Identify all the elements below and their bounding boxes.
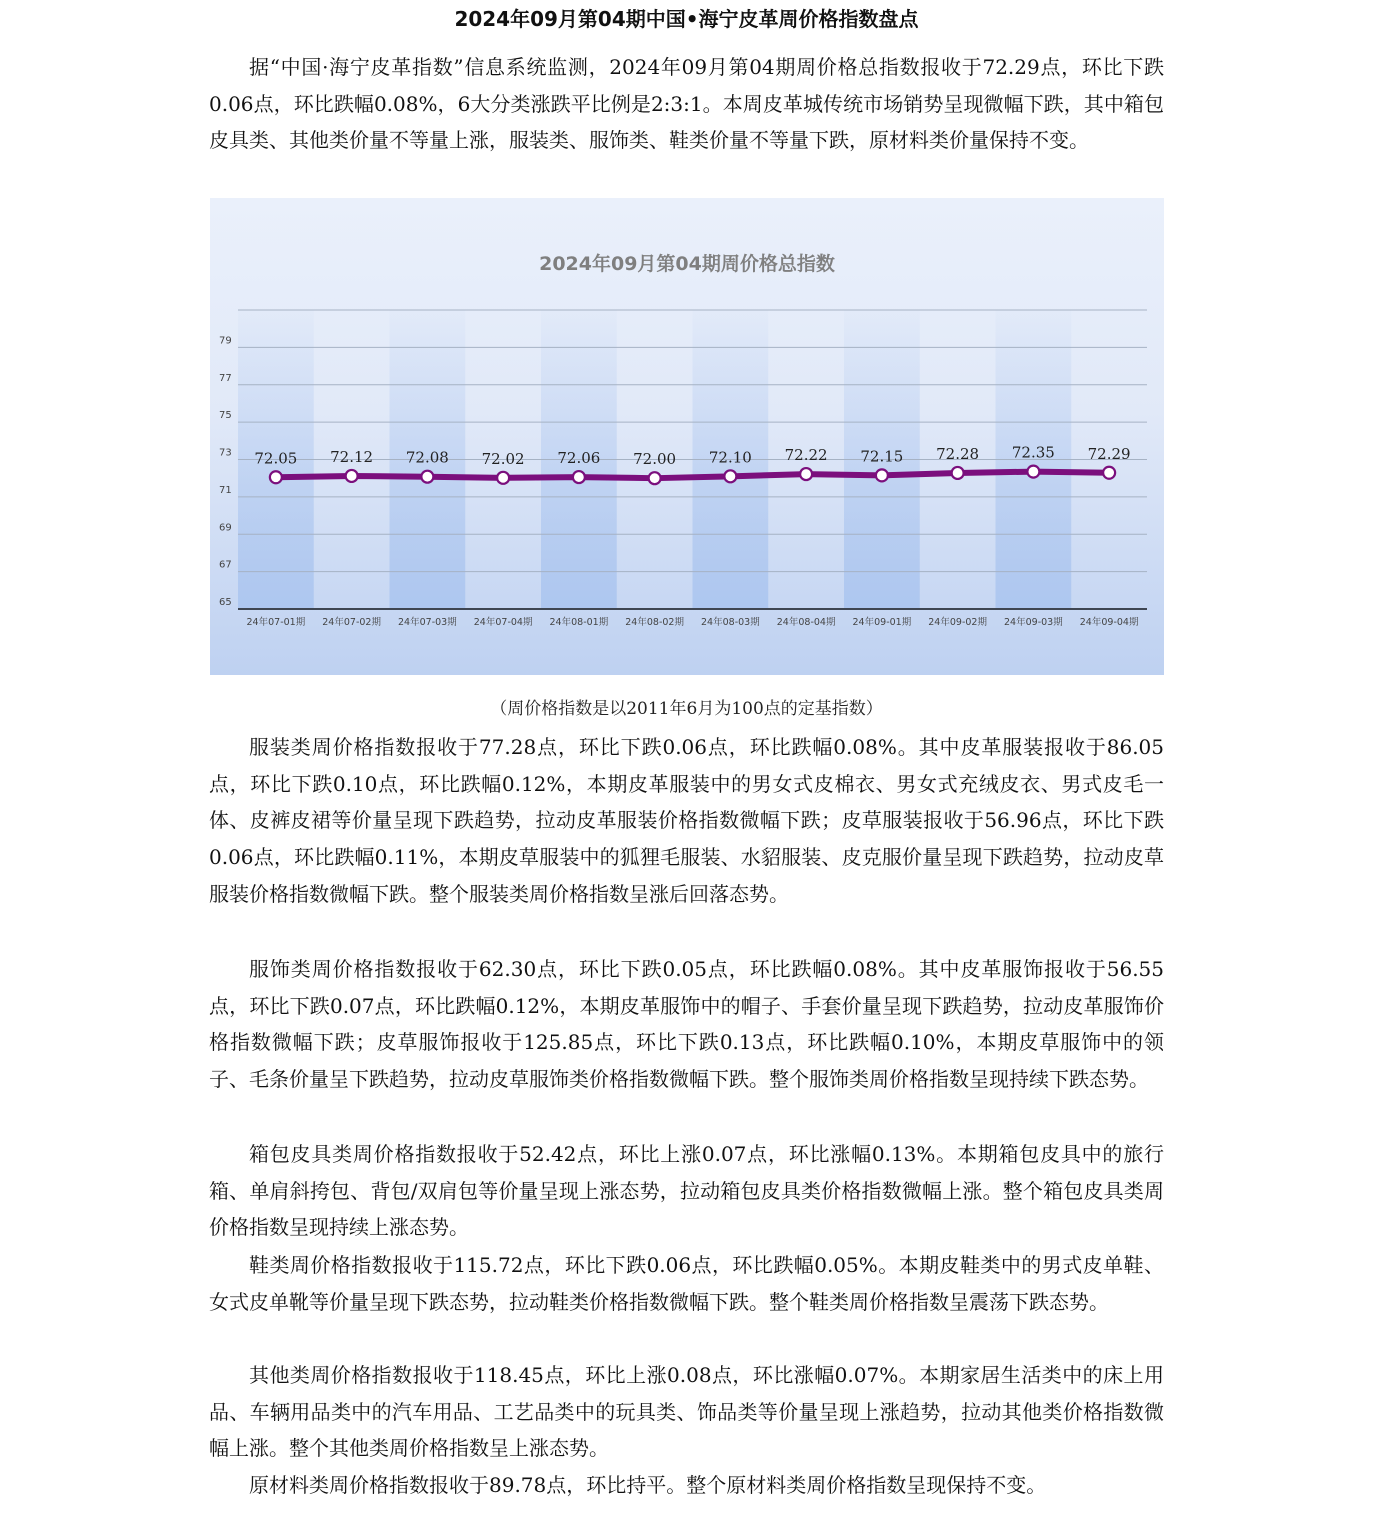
data-point [346,470,358,482]
y-tick-label: 71 [219,484,232,496]
x-tick-label: 24年08-03期 [701,617,760,628]
x-tick-label: 24年07-03期 [398,617,457,628]
y-tick-label: 69 [219,522,232,534]
data-point [1103,467,1115,479]
data-label: 72.08 [405,448,449,467]
x-tick-label: 24年09-03期 [1004,617,1063,628]
page-title: 2024年09月第04期中国•海宁皮革周价格指数盘点 [454,7,919,31]
data-label: 72.22 [784,446,828,465]
chart-title: 2024年09月第04期周价格总指数 [539,253,835,275]
paragraph-raw-materials: 原材料类周价格指数报收于89.78点，环比持平。整个原材料类周价格指数呈现保持不变。 [249,1473,1047,1497]
data-point [1027,466,1039,478]
y-axis-ticks [219,335,232,608]
data-point [270,471,282,483]
y-tick-label: 73 [219,447,232,459]
paragraph-bags: 箱包皮具类周价格指数报收于52.42点，环比上涨0.07点，环比涨幅0.13%。本期箱包皮具中的旅行箱、单肩斜挎包、背包/双肩包等价量呈现上涨态势，拉动箱包皮具类价格指数微幅上涨。整个箱包皮具类周价格指数呈现持续上涨态势。 [209,1142,1164,1240]
paragraph-shoes: 鞋类周价格指数报收于115.72点，环比下跌0.06点，环比跌幅0.05%。本期皮鞋类中的男式皮单鞋、女式皮单靴等价量呈现下跌态势，拉动鞋类价格指数微幅下跌。整个鞋类周价格指数呈震荡下跌态势。 [209,1253,1164,1314]
data-label: 72.00 [633,450,677,469]
data-label: 72.06 [557,449,601,468]
x-tick-label: 24年08-04期 [776,617,836,628]
x-tick-label: 24年07-04期 [473,617,533,628]
x-axis-ticks [247,616,1139,628]
x-tick-label: 24年09-01期 [852,617,912,628]
chart-caption: （周价格指数是以2011年6月为100点的定基指数） [490,699,883,719]
paragraph-accessories: 服饰类周价格指数报收于62.30点，环比下跌0.05点，环比跌幅0.08%。其中皮革服饰报收于56.55点，环比下跌0.07点，环比跌幅0.12%，本期皮革服饰中的帽子、手套价量呈现下跌趋势，拉动皮革服饰价格指数微幅下跌；皮草服饰报收于125.85点，环比下跌0.13点，环比跌幅0.10%，本期皮草服饰中的领子、毛条价量呈下跌趋势，拉动皮草服饰类价格指数微幅下跌。整个服饰类周价格指数呈现持续下跌态势。 [209,957,1164,1092]
x-tick-label: 24年07-01期 [246,617,306,628]
data-label: 72.28 [936,444,980,463]
y-tick-label: 67 [219,559,232,571]
x-tick-label: 24年09-04期 [1079,617,1139,628]
data-point [876,469,888,481]
data-point [724,470,736,482]
data-point [497,472,509,484]
data-label: 72.02 [481,449,525,468]
y-tick-label: 79 [219,335,232,347]
x-tick-label: 24年09-02期 [928,617,987,628]
y-tick-label: 75 [219,410,232,422]
chart-svg [210,198,1164,675]
data-label: 72.12 [330,447,374,466]
data-label: 72.29 [1087,444,1131,463]
y-tick-label: 77 [219,372,232,384]
data-label: 72.15 [860,447,904,466]
data-point [573,471,585,483]
data-point [421,471,433,483]
paragraph-apparel: 服装类周价格指数报收于77.28点，环比下跌0.06点，环比跌幅0.08%。其中皮革服装报收于86.05点，环比下跌0.10点，环比跌幅0.12%，本期皮革服装中的男女式皮棉衣、男女式充绒皮衣、男式皮毛一体、皮裤皮裙等价量呈现下跌趋势，拉动皮革服装价格指数微幅下跌；皮草服装报收于56.96点，环比下跌0.06点，环比跌幅0.11%，本期皮草服装中的狐狸毛服装、水貂服装、皮克服价量呈现下跌趋势，拉动皮草服装价格指数微幅下跌。整个服装类周价格指数呈涨后回落态势。 [209,735,1164,906]
paragraph-summary: 据“中国·海宁皮革指数”信息系统监测，2024年09月第04期周价格总指数报收于72.29点，环比下跌0.06点，环比跌幅0.08%，6大分类涨跌平比例是2:3:1。本周皮革城传统市场销势呈现微幅下跌，其中箱包皮具类、其他类价量不等量上涨，服装类、服饰类、鞋类价量不等量下跌，原材料类价量保持不变。 [209,55,1164,153]
y-tick-label: 65 [219,597,232,608]
price-index-chart [210,198,1164,675]
x-tick-label: 24年08-02期 [625,617,684,628]
data-point [800,468,812,480]
data-label: 72.05 [254,449,298,468]
x-tick-label: 24年08-01期 [549,617,609,628]
data-point [952,467,964,479]
paragraph-others: 其他类周价格指数报收于118.45点，环比上涨0.08点，环比涨幅0.07%。本期家居生活类中的床上用品、车辆用品类中的汽车用品、工艺品类中的玩具类、饰品类等价量呈现上涨趋势，拉动其他类价格指数微幅上涨。整个其他类周价格指数呈上涨态势。 [209,1363,1164,1461]
data-label: 72.35 [1011,443,1055,462]
x-tick-label: 24年07-02期 [322,617,381,628]
data-point [649,472,661,484]
data-label: 72.10 [708,448,752,467]
